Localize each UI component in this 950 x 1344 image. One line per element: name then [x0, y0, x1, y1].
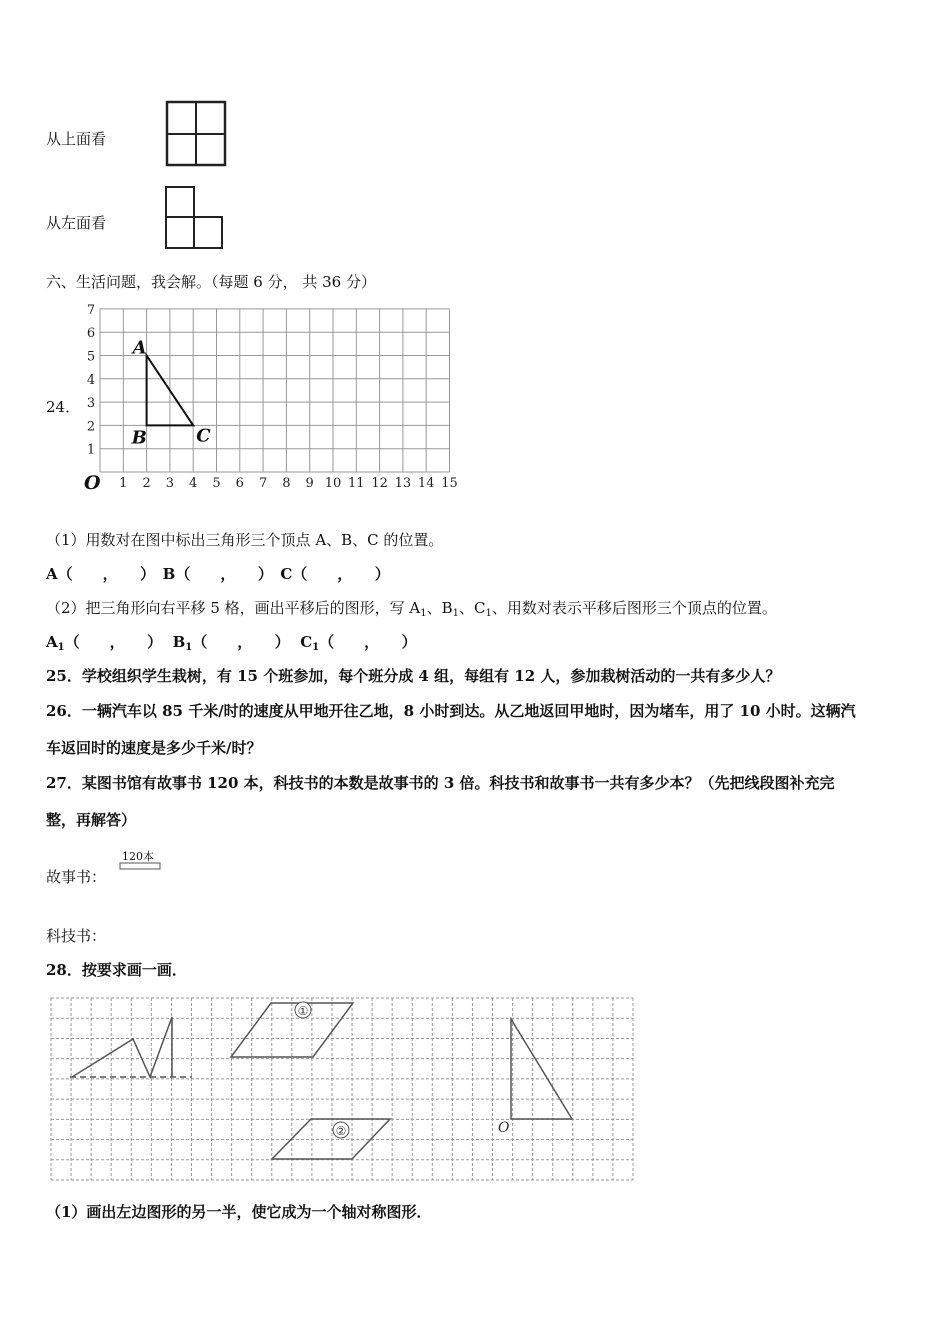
y-tick-label: 3 [86, 396, 96, 412]
x-tick-label: 10 [324, 476, 342, 491]
q24-answer1: A（ ， ） B（ ， ） C（ ， ） [46, 565, 390, 583]
q24-part2: （2）把三角形向右平移 5 格，画出平移后的图形，写 $A_1$、$B_1$、$C_1$、用数对表示平移后图形三个顶点的位置。 [46, 599, 777, 619]
x-tick-label: 6 [235, 476, 244, 491]
x-tick-label: 15 [441, 476, 458, 491]
x-tick-label: 13 [394, 476, 412, 491]
q24-number: 24． [46, 398, 81, 416]
x-tick-label: 1 [119, 476, 128, 491]
x-tick-label: 9 [305, 476, 314, 491]
left-view-label: 从左面看 [46, 214, 107, 232]
story-book-value: 120本 [122, 850, 154, 863]
q27-line1: 27．某图书馆有故事书 120 本，科技书的本数是故事书的 3 倍。科技书和故事书一共有多少本？（先把线段图补充完 [46, 774, 835, 792]
q27-line2: 整，再解答） [46, 811, 137, 829]
q28-part1: （1）画出左边图形的另一半，使它成为一个轴对称图形． [46, 1203, 432, 1221]
x-tick-label: 4 [189, 476, 198, 491]
q26-line1: 26．一辆汽车以 85 千米/时的速度从甲地开往乙地，8 小时到达。从乙地返回甲地时，因为堵车，用了 10 小时。这辆汽 [46, 702, 856, 720]
y-tick-label: 2 [86, 419, 96, 435]
story-book-segment [119, 862, 163, 872]
x-tick-label: 2 [142, 476, 151, 491]
y-tick-label: 7 [86, 302, 96, 318]
vertex-label-b: B [131, 427, 147, 449]
vertex-label-a: A [132, 337, 147, 359]
q26-line2: 车返回时的速度是多少千米/时？ [46, 739, 262, 757]
q24-answer2: $A_1$（ ， ） $B_1$（ ， ） $C_1$（ ， ） [46, 633, 417, 653]
x-tick-label: 12 [371, 476, 388, 491]
shape2-label: ② [335, 1124, 347, 1138]
vertex-label-c: C [196, 425, 211, 447]
section-title: 六、生活问题，我会解。（每题 6 分， 共 36 分） [46, 273, 376, 291]
q28-drawing-grid [50, 997, 635, 1182]
q28-origin-label: O [498, 1120, 510, 1136]
q24-coordinate-grid [0, 0, 950, 500]
y-tick-label: 5 [86, 349, 96, 365]
x-tick-label: 8 [282, 476, 291, 491]
tech-book-label: 科技书： [46, 927, 107, 945]
x-tick-label: 5 [212, 476, 221, 491]
x-tick-label: 14 [417, 476, 435, 491]
x-tick-label: 3 [165, 476, 175, 491]
story-book-label: 故事书： [46, 868, 107, 886]
q25: 25．学校组织学生栽树，有 15 个班参加，每个班分成 4 组，每组有 12 人，参加栽树活动的一共有多少人？ [46, 667, 781, 685]
shape1-label: ① [297, 1004, 309, 1018]
q28-title: 28．按要求画一画． [46, 961, 187, 979]
y-tick-label: 1 [86, 442, 96, 458]
y-tick-label: 4 [86, 372, 96, 388]
x-tick-label: 11 [348, 476, 365, 491]
origin-label: O [84, 472, 101, 494]
y-tick-label: 6 [86, 326, 96, 342]
top-view-label: 从上面看 [46, 130, 107, 148]
x-tick-label: 7 [258, 476, 268, 491]
q24-part1: （1）用数对在图中标出三角形三个顶点 A、B、C 的位置。 [46, 531, 444, 549]
